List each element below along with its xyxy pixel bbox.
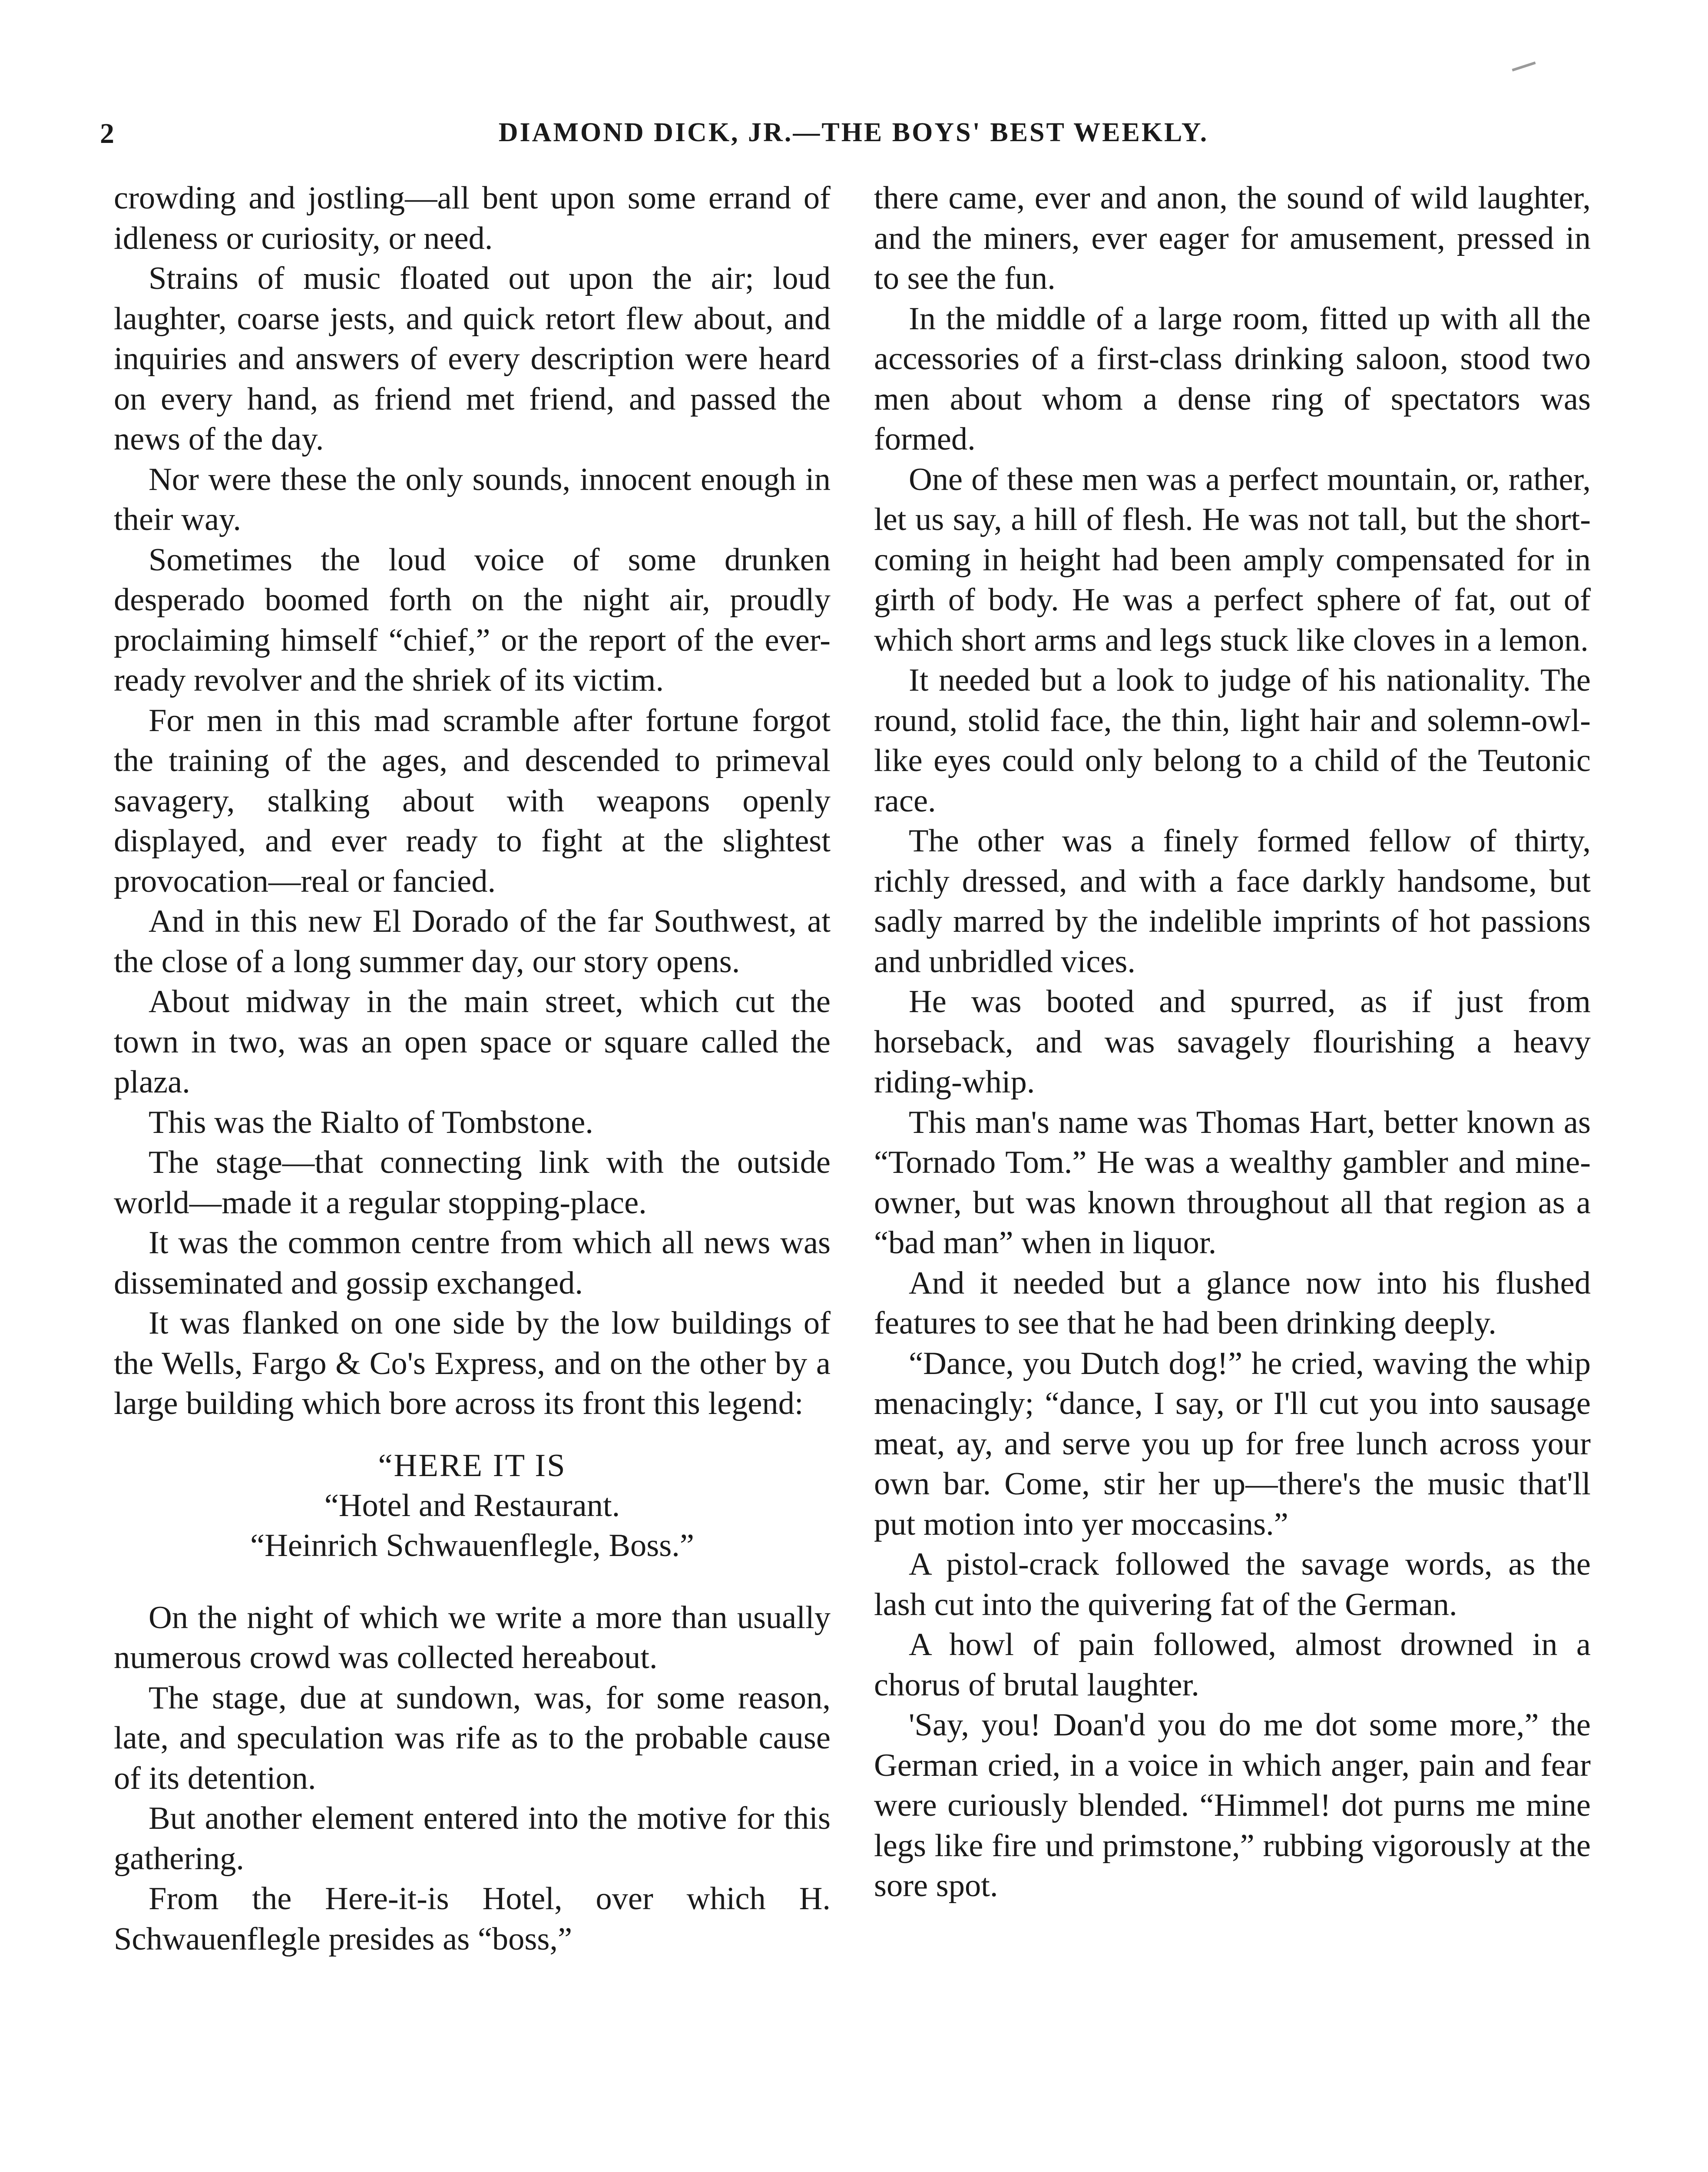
paragraph: there came, ever and anon, the sound of wild laughter, and the miners, ever eager for amusement, pressed in to see the fun.: [874, 180, 1591, 296]
paragraph: A howl of pain followed, almost drowned in a chorus of brutal laughter.: [874, 1627, 1591, 1703]
paragraph: And it needed but a glance now into his flushed features to see that he had been drinking deeply.: [874, 1265, 1591, 1341]
paragraph: The stage—that connecting link with the outside world—made it a regular stopping-place.: [114, 1145, 831, 1221]
legend-line: “Heinrich Schwauenflegle, Boss.”: [250, 1527, 694, 1563]
paragraph: A pistol-crack followed the savage words, as the lash cut into the quivering fat of the German.: [874, 1546, 1591, 1622]
paragraph: Strains of music floated out upon the air; loud laughter, coarse jests, and quick retort flew about, and inquiries and answers of every description were heard on every hand, as friend met friend, and passed the news of the day.: [114, 261, 831, 457]
paragraph: Nor were these the only sounds, innocent enough in their way.: [114, 461, 831, 537]
paragraph: crowding and jostling—all bent upon some errand of idleness or curiosity, or need.: [114, 180, 831, 256]
paragraph: And in this new El Dorado of the far Southwest, at the close of a long summer day, our story opens.: [114, 904, 831, 980]
page-number: 2: [100, 118, 114, 149]
running-title: DIAMOND DICK, JR.—THE BOYS' BEST WEEKLY.: [498, 118, 1209, 147]
paragraph: The stage, due at sundown, was, for some reason, late, and speculation was rife as to the probable cause of its detention.: [114, 1680, 831, 1796]
paragraph: This man's name was Thomas Hart, better known as “Tornado Tom.” He was a wealthy gambler and mine-owner, but was known throughout all that region as a “bad man” when in liquor.: [874, 1104, 1591, 1261]
paragraph: Sometimes the loud voice of some drunken desperado boomed forth on the night air, proudly proclaiming himself “chief,” or the report of the ever-ready revolver and the shriek of its victim.: [114, 542, 831, 698]
legend-line: “HERE IT IS: [378, 1447, 566, 1483]
paragraph: The other was a finely formed fellow of thirty, richly dressed, and with a face darkly handsome, but sadly marred by the indelible imprints of hot passions and unbridled vices.: [874, 823, 1591, 980]
paragraph: “Dance, you Dutch dog!” he cried, waving the whip menacingly; “dance, I say, or I'll cut you into sausage meat, ay, and serve you up for free lunch across your own bar. Come, stir her up—there's the music that'll put motion into yer moccasins.”: [874, 1345, 1591, 1542]
paragraph: About midway in the main street, which cut the town in two, was an open space or square called the plaza.: [114, 984, 831, 1100]
print-speck: [1512, 61, 1536, 71]
paragraph: For men in this mad scramble after fortune forgot the training of the ages, and descended to primeval savagery, stalking about with weapons openly displayed, and ever ready to fight at the slightest provocation—real or fancied.: [114, 702, 831, 899]
paragraph: It needed but a look to judge of his nationality. The round, stolid face, the thin, light hair and solemn-owl-like eyes could only belong to a child of the Teutonic race.: [874, 662, 1591, 819]
hotel-sign-legend: [114, 1446, 831, 1566]
paragraph: In the middle of a large room, fitted up with all the accessories of a first-class drinking saloon, stood two men about whom a dense ring of spectators was formed.: [874, 301, 1591, 457]
paragraph: One of these men was a perfect mountain, or, rather, let us say, a hill of flesh. He was not tall, but the short-coming in height had been amply compensated for in girth of body. He was a perfect sphere of fat, out of which short arms and legs stuck like cloves in a lemon.: [874, 461, 1591, 658]
legend-line: “Hotel and Restaurant.: [324, 1487, 620, 1523]
paragraph: It was the common centre from which all news was disseminated and gossip exchanged.: [114, 1225, 831, 1301]
right-column: [874, 178, 1591, 2172]
paragraph: It was flanked on one side by the low buildings of the Wells, Fargo & Co's Express, and on the other by a large building which bore across its front this legend:: [114, 1305, 831, 1421]
paragraph: He was booted and spurred, as if just from horseback, and was savagely flourishing a heavy riding-whip.: [874, 984, 1591, 1100]
paragraph: 'Say, you! Doan'd you do me dot some more,” the German cried, in a voice in which anger, pain and fear were curiously blended. “Himmel! dot purns me mine legs like fire und primstone,” rubbing vigorously at the sore spot.: [874, 1707, 1591, 1904]
left-column: [114, 178, 831, 2172]
paragraph: On the night of which we write a more than usually numerous crowd was collected hereabout.: [114, 1599, 831, 1675]
paragraph: But another element entered into the motive for this gathering.: [114, 1801, 831, 1877]
paragraph: From the Here-it-is Hotel, over which H. Schwauenflegle presides as “boss,”: [114, 1881, 831, 1957]
page-header: [100, 117, 1607, 165]
paragraph: This was the Rialto of Tombstone.: [149, 1104, 593, 1140]
